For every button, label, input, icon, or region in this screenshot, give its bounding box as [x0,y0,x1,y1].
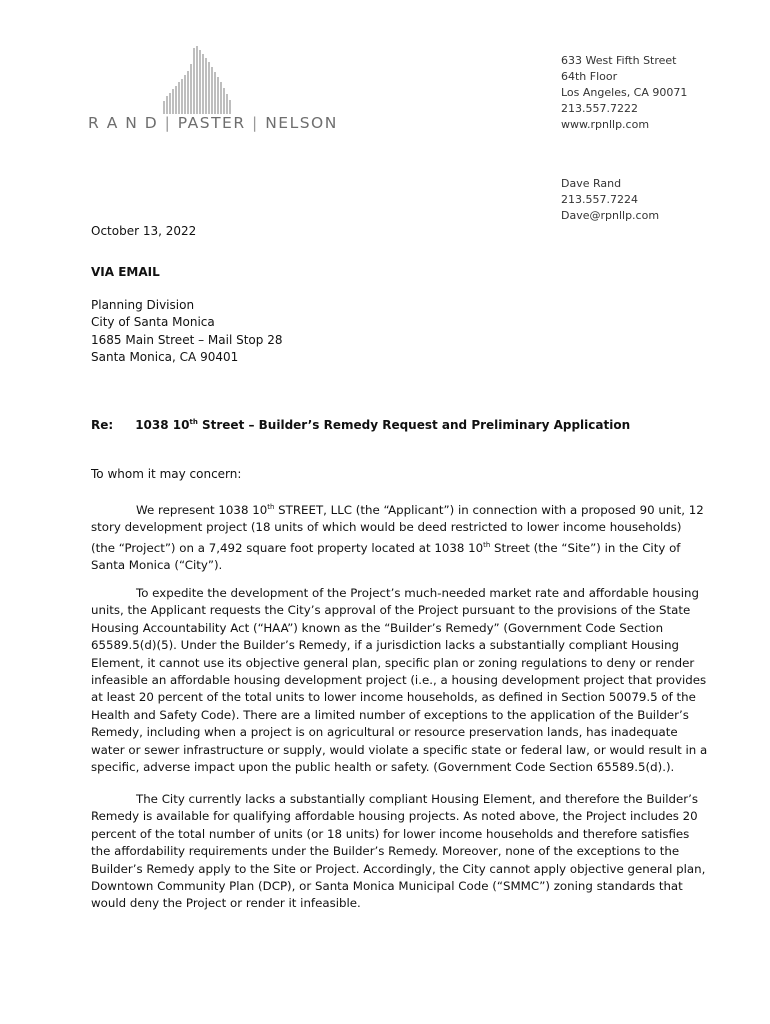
website-link[interactable]: www.rpnllp.com [561,118,650,131]
separator: | [158,114,178,132]
recipient-line: Santa Monica, CA 90401 [91,350,239,365]
address-line: 213.557.7222 [561,102,638,115]
subject-line [91,418,630,432]
paragraph-line: units, the Applicant requests the City’s approval of the Project pursuant to the provisions of the State [91,603,691,618]
address-line: 633 West Fifth Street [561,54,677,67]
address-line: 64th Floor [561,70,618,83]
paragraph-line: We represent 1038 10th STREET, LLC (the “Applicant”) in connection with a proposed 90 unit, 12 [136,502,704,517]
paragraph-line: at least 20 percent of the total units to lower income households, as defined in Section 50079.5 of the [91,690,696,705]
sender-contact [561,176,659,224]
paragraph-line: story development project (18 units of which would be deed restricted to lower income households) [91,520,682,535]
sender-name: Dave Rand [561,177,622,190]
paragraph-line: The City currently lacks a substantially compliant Housing Element, and therefore the Builder’s [136,792,699,806]
paragraph-line: would deny the Project or render it infeasible. [91,896,361,911]
delivery-method: VIA EMAIL [91,265,160,279]
firm-name-part-rand: R A N D [88,114,159,132]
paragraph-1 [91,499,704,574]
salutation: To whom it may concern: [91,467,242,481]
paragraph-line: To expedite the development of the Project’s much-needed market rate and affordable housing [136,586,699,600]
paragraph-line: Housing Accountability Act (“HAA”) known as the “Builder’s Remedy” (Government Code Section [91,620,664,635]
subject-text: 1038 10th Street – Builder’s Remedy Request and Preliminary Application [135,418,631,432]
sender-email[interactable]: Dave@rpnllp.com [561,209,660,222]
subject-label: Re: [91,418,114,432]
paragraph-line: infeasible an affordable housing development project (i.e., a housing development project that provides [91,673,707,688]
separator: | [245,114,266,132]
paragraph-line: Santa Monica (“City”). [91,558,223,573]
firm-address [561,53,687,133]
paragraph-line: 65589.5(d)(5). Under the Builder’s Remedy, if a jurisdiction lacks a substantially compliant Housing [91,638,680,653]
recipient-address [91,297,282,367]
paragraph-3 [91,791,706,913]
paragraph-line: Remedy, including when a project is on agricultural or resource preservation lands, has inadequate [91,725,678,740]
paragraph-2 [91,585,708,776]
paragraph-line: Builder’s Remedy apply to the Site or Project. Accordingly, the City cannot apply objective general plan, [91,861,706,876]
firm-name-wordmark [88,114,338,132]
firm-name-part-nelson: NELSON [265,114,338,132]
letter-date: October 13, 2022 [91,224,197,238]
paragraph-line: percent of the total number of units (or 18 units) for lower income households and therefore satisfies [91,826,690,841]
firm-name-part-paster: PASTER [177,114,246,132]
paragraph-line: Health and Safety Code). There are a limited number of exceptions to the application of the Builder’s [91,707,689,722]
paragraph-line: Downtown Community Plan (DCP), or Santa Monica Municipal Code (“SMMC”) zoning standards that [91,879,683,894]
recipient-line: City of Santa Monica [91,315,215,330]
paragraph-line: water or sewer infrastructure or supply, would violate a specific state or federal law, or would result in a [91,742,708,757]
address-line: Los Angeles, CA 90071 [561,86,688,99]
sender-phone: 213.557.7224 [561,193,638,206]
paragraph-line: Element, it cannot use its objective general plan, specific plan or zoning regulations to deny or render [91,655,695,670]
paragraph-line: the affordability requirements under the Builder’s Remedy. Moreover, none of the exceptions to the [91,844,680,859]
paragraph-line: Remedy is available for qualifying affordable housing projects. As noted above, the Project includes 20 [91,809,698,824]
paragraph-line: (the “Project”) on a 7,492 square foot property located at 1038 10th Street (the “Site”) in the City of [91,540,681,555]
recipient-line: Planning Division [91,298,195,312]
recipient-line: 1685 Main Street – Mail Stop 28 [91,332,283,347]
paragraph-line: specific, adverse impact upon the public health or safety. (Government Code Section 65589.5(d).). [91,760,675,775]
